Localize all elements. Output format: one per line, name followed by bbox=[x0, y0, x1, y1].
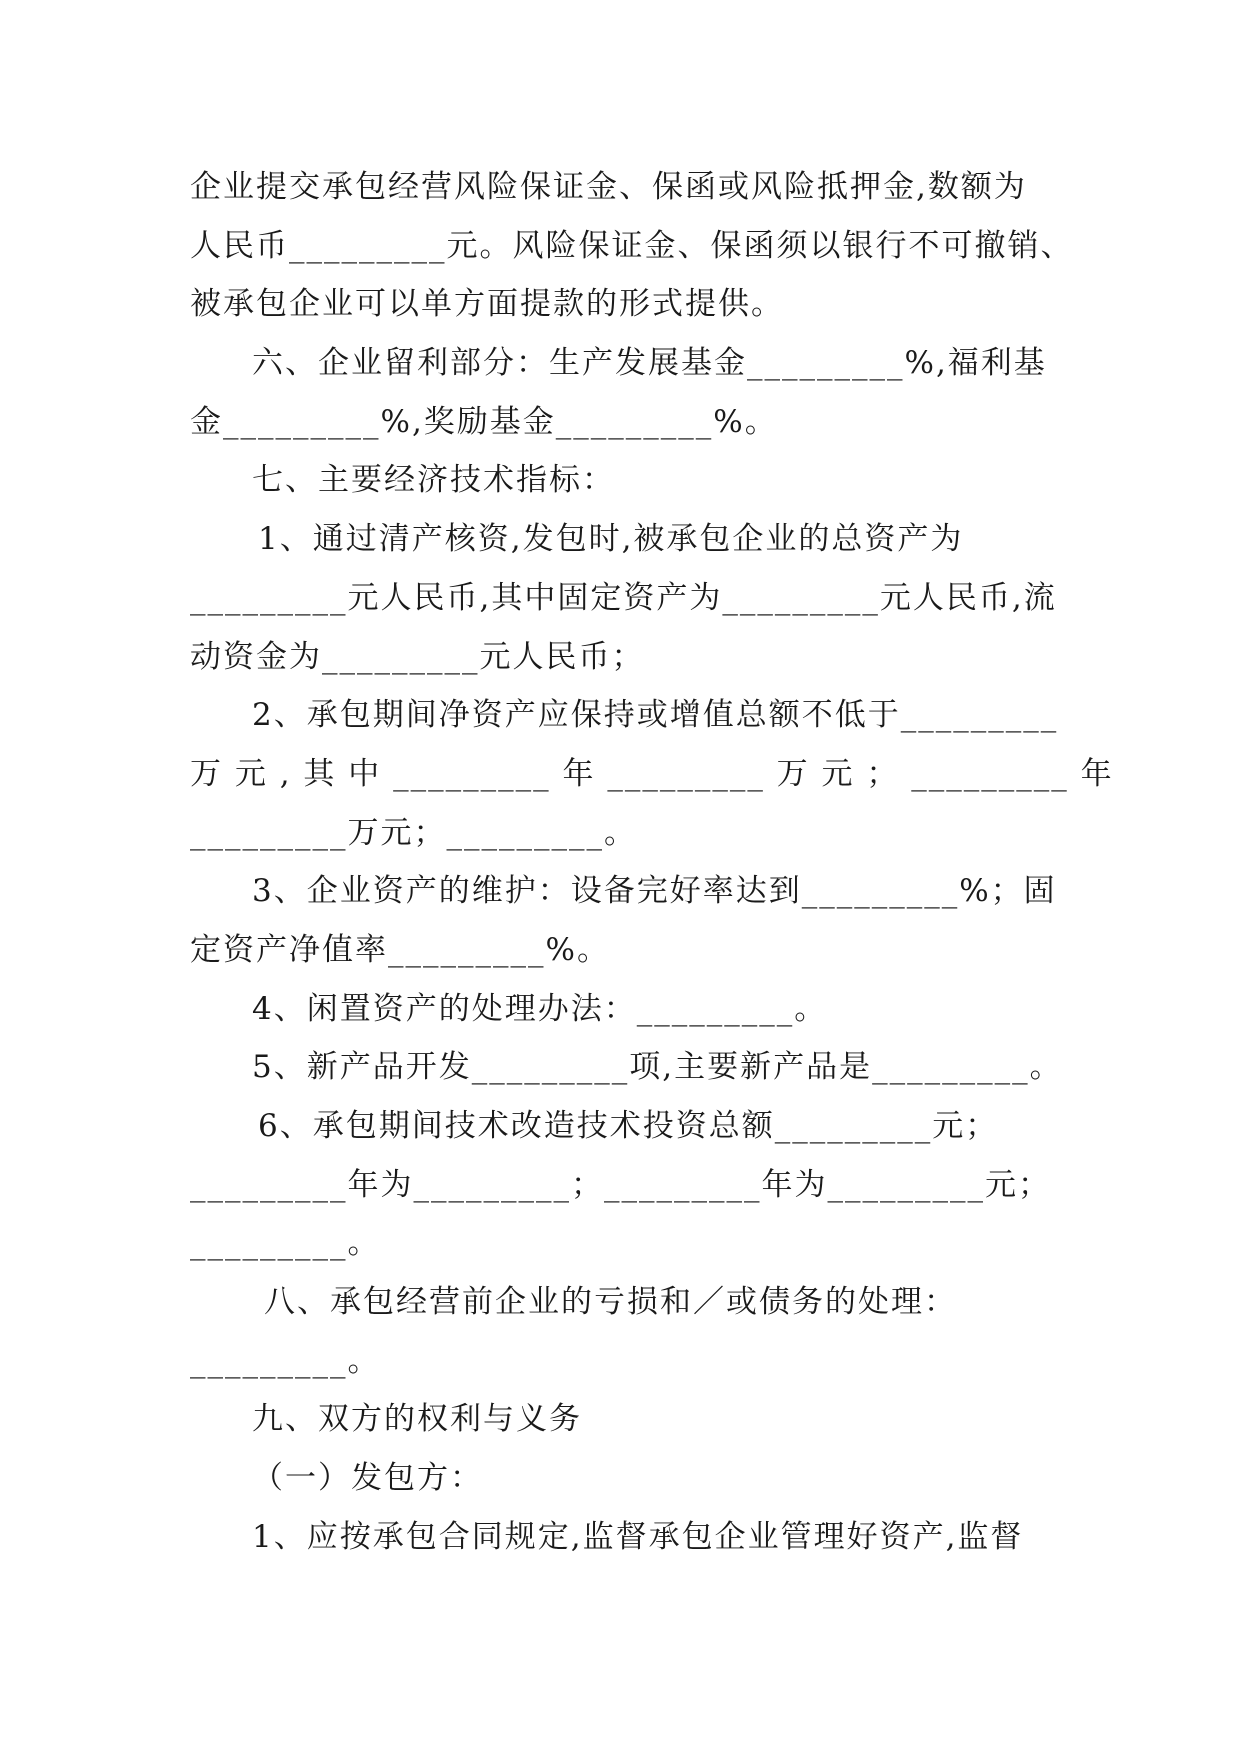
text-line: _________。 bbox=[190, 1225, 381, 1262]
text-line: 金_________%,奖励基金_________%。 bbox=[190, 403, 778, 440]
text-line: _________年为_________；_________年为_________元； bbox=[190, 1166, 1051, 1203]
text-line: 被承包企业可以单方面提款的形式提供。 bbox=[190, 286, 784, 323]
text-line: 定资产净值率_________%。 bbox=[190, 931, 610, 968]
list-item-3: 3、企业资产的维护：设备完好率达到_________%；固 bbox=[252, 873, 1057, 910]
section-heading-8: 八、承包经营前企业的亏损和／或债务的处理： bbox=[264, 1284, 957, 1321]
text-line: 动资金为_________元人民币； bbox=[190, 638, 645, 675]
text-line: _________万元；_________。 bbox=[190, 814, 637, 851]
list-item-1: 1、通过清产核资,发包时,被承包企业的总资产为 bbox=[258, 521, 964, 558]
section-heading-9: 九、双方的权利与义务 bbox=[252, 1401, 582, 1438]
text-line: 人民币_________元。风险保证金、保函须以银行不可撤销、 bbox=[190, 227, 1074, 264]
section-heading-7: 七、主要经济技术指标： bbox=[252, 462, 615, 499]
document-body bbox=[190, 158, 1114, 1567]
section-heading-6: 六、企业留利部分：生产发展基金_________%,福利基 bbox=[252, 345, 1047, 382]
list-item-1: 1、应按承包合同规定,监督承包企业管理好资产,监督 bbox=[252, 1518, 1024, 1555]
list-item-6: 6、承包期间技术改造技术投资总额_________元； bbox=[258, 1108, 999, 1144]
text-line: _________元人民币,其中固定资产为_________元人民币,流 bbox=[190, 579, 1057, 616]
text-line: 万 元 , 其 中 _________ 年 _________ 万 元 ； _________ 年 bbox=[190, 755, 1114, 792]
list-item-4: 4、闲置资产的处理办法：_________。 bbox=[252, 990, 828, 1027]
text-line: _________。 bbox=[190, 1342, 381, 1379]
subsection-heading: （一）发包方： bbox=[252, 1460, 483, 1497]
list-item-5: 5、新产品开发_________项,主要新产品是_________。 bbox=[252, 1049, 1063, 1086]
list-item-2: 2、承包期间净资产应保持或增值总额不低于_________ bbox=[252, 697, 1059, 734]
text-line: 企业提交承包经营风险保证金、保函或风险抵押金,数额为 bbox=[190, 169, 1027, 205]
